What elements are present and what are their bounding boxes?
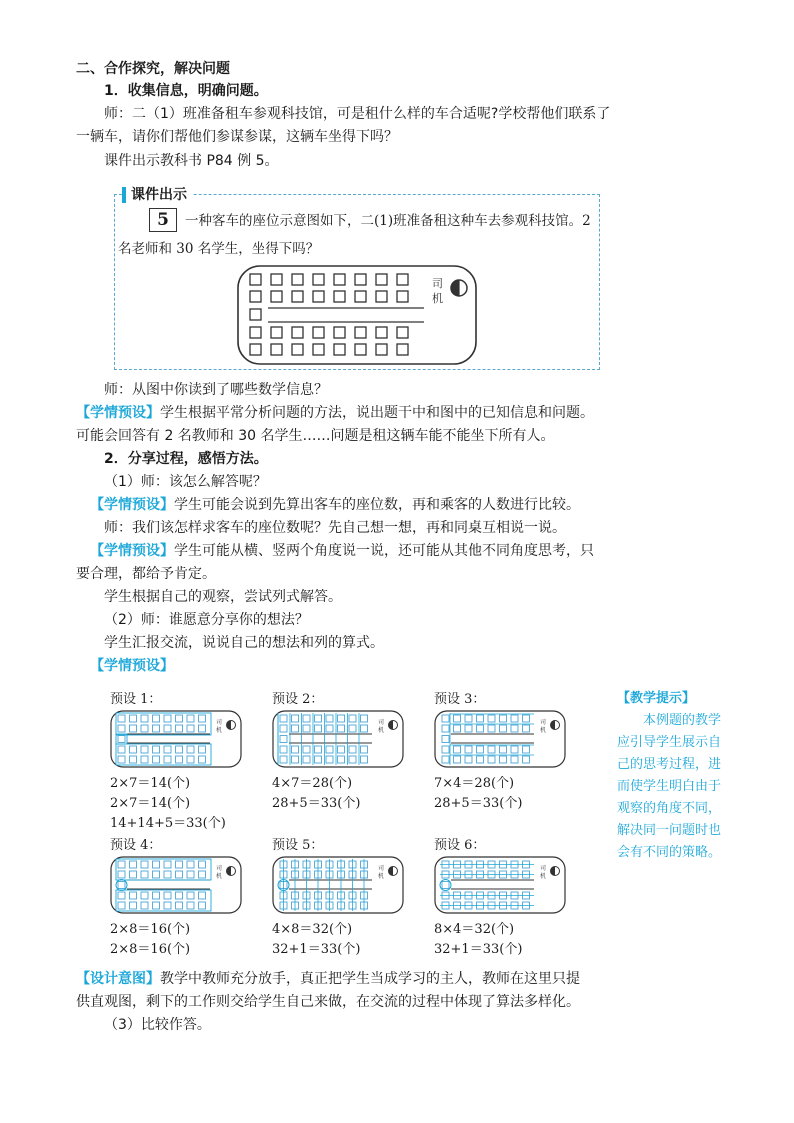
question: （1）师：该怎么解答呢？ [104, 474, 267, 490]
preset-tag: 【学情预设】 [90, 658, 174, 674]
seat [292, 327, 303, 338]
paragraph: 师：二（1）班准备租车参观科技馆，可是租什么样的车合适呢?学校帮他们联系了 [104, 106, 611, 122]
paragraph: 师：从图中你读到了哪些数学信息？ [104, 382, 328, 398]
seat [164, 892, 171, 899]
paragraph: 一辆车，请你们帮他们参谋参谋，这辆车坐得下吗？ [76, 129, 398, 145]
seat [488, 715, 495, 722]
seat [361, 756, 368, 763]
seat [292, 274, 303, 285]
seat [334, 274, 345, 285]
seat [500, 715, 507, 722]
seat [454, 725, 461, 732]
seat [477, 746, 484, 753]
driver-label: 司 [216, 865, 223, 872]
seat [250, 327, 261, 338]
seat [338, 725, 345, 732]
seat [250, 344, 261, 355]
preset-equation: 2×7＝14(个) [110, 776, 191, 791]
preset-bus-diagram [110, 710, 242, 768]
seat [355, 274, 366, 285]
seat [361, 746, 368, 753]
tip-line: 本例题的教学 [643, 713, 722, 728]
seat [523, 746, 530, 753]
steering-wheel-icon [451, 280, 467, 296]
seat [292, 715, 299, 722]
seat [187, 725, 194, 732]
seat [477, 725, 484, 732]
seat [361, 725, 368, 732]
seat [153, 892, 160, 899]
paragraph: 学生根据平常分析问题的方法，说出题干中和图中的已知信息和问题。 [160, 405, 594, 421]
seat [500, 756, 507, 763]
seat [130, 715, 137, 722]
seat [199, 715, 206, 722]
seat [176, 871, 183, 878]
seat [313, 344, 324, 355]
paragraph: 课件出示教科书 P84 例 5。 [104, 153, 279, 169]
seat [334, 344, 345, 355]
seat [303, 756, 310, 763]
driver-label: 司 [216, 719, 223, 726]
seat [315, 725, 322, 732]
seat [164, 725, 171, 732]
tip-line: 应引导学生展示自 [617, 735, 722, 750]
seat [199, 861, 206, 868]
preset-equation: 14+14+5＝33(个) [110, 816, 226, 831]
seat [141, 756, 148, 763]
seat [199, 756, 206, 763]
seat [187, 871, 194, 878]
seat [187, 861, 194, 868]
seat [176, 746, 183, 753]
seat [164, 861, 171, 868]
seat [511, 715, 518, 722]
seat [118, 882, 125, 889]
seat [315, 756, 322, 763]
seat [313, 274, 324, 285]
seat [271, 327, 282, 338]
seat [271, 344, 282, 355]
seat [376, 291, 387, 302]
seat [454, 756, 461, 763]
seat [176, 715, 183, 722]
seat [187, 902, 194, 909]
seat [130, 756, 137, 763]
seat [118, 725, 125, 732]
seat [280, 736, 287, 743]
tip-line: 解决同一问题时也 [617, 823, 722, 838]
seat [292, 291, 303, 302]
seat [292, 344, 303, 355]
seat [141, 902, 148, 909]
seat [153, 871, 160, 878]
seat [442, 736, 449, 743]
seat [523, 725, 530, 732]
driver-label: 机 [216, 873, 223, 880]
seat [465, 715, 472, 722]
preset-title: 预设 3： [434, 692, 486, 707]
seat [303, 725, 310, 732]
seat [315, 746, 322, 753]
tip-line: 而使学生明白由于 [617, 779, 722, 794]
seat [315, 715, 322, 722]
paragraph: 学生根据自己的观察，尝试列式解答。 [104, 589, 342, 605]
seat [280, 756, 287, 763]
seat [465, 725, 472, 732]
driver-label: 机 [378, 727, 385, 734]
seat [338, 756, 345, 763]
paragraph: 要合理，都给予肯定。 [76, 566, 216, 582]
step1-title: 1．收集信息，明确问题。 [104, 83, 268, 99]
seat [488, 756, 495, 763]
tip-line: 会有不同的策略。 [617, 845, 722, 860]
bus-seat-diagram [236, 264, 478, 366]
section-title: 二、合作探究，解决问题 [76, 61, 230, 77]
seat [250, 274, 261, 285]
step2-title: 2．分享过程，感悟方法。 [104, 451, 268, 467]
teaching-tip [617, 688, 739, 864]
seat [153, 715, 160, 722]
preset-equation: 32+1＝33(个) [272, 942, 361, 957]
seat [338, 746, 345, 753]
preset-bus-diagram [434, 710, 566, 768]
seat [442, 756, 449, 763]
preset-tag: 【学情预设】 [76, 405, 160, 421]
seat [488, 746, 495, 753]
seat [199, 871, 206, 878]
seat [376, 327, 387, 338]
driver-label: 机 [378, 873, 385, 880]
seat [500, 746, 507, 753]
seat [361, 715, 368, 722]
example-text: 一种客车的座位示意图如下，二(1)班准备租这种车去参观科技馆。2 [185, 213, 591, 229]
preset-bus-diagram [272, 856, 404, 914]
courseware-tag: 课件出示 [131, 187, 187, 203]
seat [326, 725, 333, 732]
seat [477, 756, 484, 763]
seat [477, 715, 484, 722]
seat [164, 715, 171, 722]
preset-title: 预设 2： [272, 692, 324, 707]
preset-title: 预设 4： [110, 838, 162, 853]
driver-label: 司 [432, 277, 443, 290]
seat [280, 746, 287, 753]
example-text: 名老师和 30 名学生，坐得下吗？ [118, 241, 320, 257]
seat [397, 291, 408, 302]
preset-equation: 28+5＝33(个) [434, 796, 523, 811]
paragraph: 教学中教师充分放手，真正把学生当成学习的主人，教师在这里只提 [160, 971, 580, 987]
seat [271, 274, 282, 285]
seat [141, 715, 148, 722]
seat [442, 746, 449, 753]
preset-equation: 7×4＝28(个) [434, 776, 515, 791]
seat [303, 746, 310, 753]
question: （3）比较作答。 [104, 1017, 211, 1033]
seat [313, 291, 324, 302]
seat [130, 746, 137, 753]
seat [176, 756, 183, 763]
preset-bus-diagram [110, 856, 242, 914]
seat [523, 715, 530, 722]
driver-label: 机 [540, 873, 547, 880]
seat [511, 746, 518, 753]
seat [141, 861, 148, 868]
design-tag: 【设计意图】 [76, 971, 160, 987]
driver-label: 机 [216, 727, 223, 734]
seat [334, 327, 345, 338]
seat [442, 715, 449, 722]
seat [141, 892, 148, 899]
tip-line: 观察的角度不同， [617, 801, 722, 816]
driver-label: 司 [378, 719, 385, 726]
seat [153, 725, 160, 732]
seat [153, 902, 160, 909]
driver-label: 机 [540, 727, 547, 734]
seat [376, 274, 387, 285]
preset-tag: 【学情预设】 [90, 543, 174, 559]
seat [118, 746, 125, 753]
seat [280, 725, 287, 732]
seat [292, 725, 299, 732]
preset-equation: 28+5＝33(个) [272, 796, 361, 811]
seat [454, 715, 461, 722]
seat [250, 291, 261, 302]
seat [488, 725, 495, 732]
seat [187, 756, 194, 763]
preset-equation: 2×7＝14(个) [110, 796, 191, 811]
example-number: 5 [149, 208, 177, 232]
seat [326, 715, 333, 722]
seat [349, 746, 356, 753]
seat [130, 725, 137, 732]
seat [176, 725, 183, 732]
seat [176, 892, 183, 899]
preset-tag: 【学情预设】 [90, 497, 174, 513]
seat [349, 725, 356, 732]
driver-label: 机 [432, 292, 443, 305]
seat [442, 882, 449, 889]
tip-title: 【教学提示】 [617, 691, 696, 706]
seat [397, 274, 408, 285]
paragraph: 可能会回答有 2 名教师和 30 名学生……问题是租这辆车能不能坐下所有人。 [76, 428, 555, 444]
tip-line: 己的思考过程，进 [617, 757, 722, 772]
seat [511, 756, 518, 763]
seat [153, 746, 160, 753]
preset-bus-diagram [434, 856, 566, 914]
seat [141, 871, 148, 878]
seat [187, 715, 194, 722]
seat [280, 715, 287, 722]
seat [153, 756, 160, 763]
seat [397, 327, 408, 338]
seat [187, 892, 194, 899]
seat [141, 746, 148, 753]
seat [292, 756, 299, 763]
seat [349, 756, 356, 763]
seat [338, 715, 345, 722]
seat [164, 871, 171, 878]
preset-equation: 8×4＝32(个) [434, 922, 515, 937]
seat [199, 892, 206, 899]
preset-title: 预设 5： [272, 838, 324, 853]
seat [141, 725, 148, 732]
driver-label: 司 [378, 865, 385, 872]
seat [376, 344, 387, 355]
seat [511, 725, 518, 732]
seat [326, 756, 333, 763]
seat [349, 715, 356, 722]
seat [271, 291, 282, 302]
seat [118, 871, 125, 878]
seat [355, 291, 366, 302]
paragraph: 学生可能从横、竖两个角度说一说，还可能从其他不同角度思考，只 [174, 543, 594, 559]
preset-title: 预设 6： [434, 838, 486, 853]
seat [118, 756, 125, 763]
seat [334, 291, 345, 302]
seat [313, 327, 324, 338]
seat [118, 715, 125, 722]
seat [465, 756, 472, 763]
seat [199, 746, 206, 753]
seat [397, 344, 408, 355]
seat [250, 309, 261, 320]
seat [118, 892, 125, 899]
seat [153, 861, 160, 868]
preset-title: 预设 1： [110, 692, 162, 707]
seat [292, 746, 299, 753]
preset-bus-diagram [272, 710, 404, 768]
seat [355, 344, 366, 355]
seat [355, 327, 366, 338]
preset-equation: 2×8＝16(个) [110, 922, 191, 937]
seat [523, 756, 530, 763]
preset-equation: 4×7＝28(个) [272, 776, 353, 791]
seat [176, 902, 183, 909]
seat [465, 746, 472, 753]
seat [199, 902, 206, 909]
seat [130, 902, 137, 909]
preset-equation: 4×8＝32(个) [272, 922, 353, 937]
seat [164, 746, 171, 753]
paragraph: 学生可能会说到先算出客车的座位数，再和乘客的人数进行比较。 [174, 497, 580, 513]
seat [118, 736, 125, 743]
seat [454, 746, 461, 753]
seat [303, 715, 310, 722]
seat [130, 871, 137, 878]
seat [130, 892, 137, 899]
preset-equation: 32+1＝33(个) [434, 942, 523, 957]
paragraph: 供直观图，剩下的工作则交给学生自己来做，在交流的过程中体现了算法多样化。 [76, 994, 580, 1010]
seat [187, 746, 194, 753]
question: （2）师：谁愿意分享你的想法？ [104, 612, 309, 628]
seat [130, 861, 137, 868]
seat [118, 861, 125, 868]
preset-equation: 2×8＝16(个) [110, 942, 191, 957]
tag-bar [122, 187, 126, 203]
seat [500, 725, 507, 732]
paragraph: 学生汇报交流，说说自己的想法和列的算式。 [104, 635, 384, 651]
seat [164, 902, 171, 909]
seat [326, 746, 333, 753]
seat [176, 861, 183, 868]
paragraph: 师：我们该怎样求客车的座位数呢？先自己想一想，再和同桌互相说一说。 [104, 520, 566, 536]
seat [199, 725, 206, 732]
driver-label: 司 [540, 719, 547, 726]
seat [164, 756, 171, 763]
driver-label: 司 [540, 865, 547, 872]
seat [118, 902, 125, 909]
seat [442, 725, 449, 732]
